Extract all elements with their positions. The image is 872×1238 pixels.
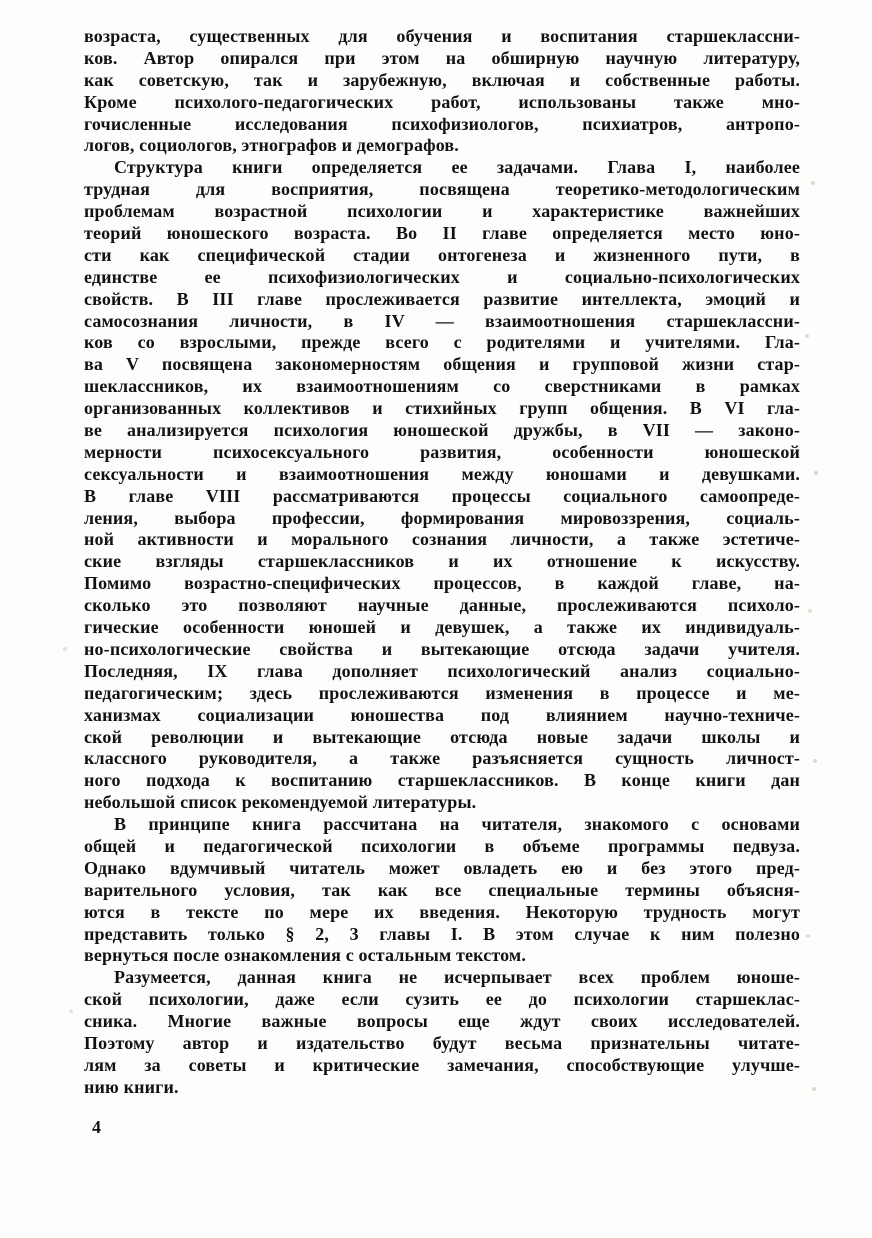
page-number: 4 (92, 1117, 101, 1137)
text-block (84, 26, 800, 1099)
text-line: ного подхода к воспитанию старшеклассников. В конце книги дан (84, 770, 800, 791)
text-line: ков со взрослыми, прежде всего с родителями и учителями. Гла- (84, 332, 800, 353)
text-line: гические особенности юношей и девушек, а также их индивидуаль- (84, 617, 800, 638)
paragraph (84, 157, 800, 814)
text-line: лям за советы и критические замечания, способствующие улучше- (84, 1054, 800, 1075)
text-line: ве анализируется психология юношеской дружбы, в VII — законо- (84, 420, 800, 441)
text-line: представить только § 2, 3 главы I. В этом случае к ним полезно (84, 923, 800, 944)
text-line: ской революции и вытекающие отсюда новые задачи школы и (84, 726, 800, 747)
text-line: нию книги. (84, 1076, 179, 1097)
text-line: организованных коллективов и стихийных групп общения. В VI гла- (84, 398, 800, 419)
text-line: сти как специфической стадии онтогенеза и жизненного пути, в (84, 244, 800, 265)
text-line: Поэтому автор и издательство будут весьма признательны читате- (84, 1032, 800, 1053)
text-line: ва V посвящена закономерностям общения и групповой жизни стар- (84, 354, 800, 375)
text-line: Помимо возрастно-специфических процессов, в каждой главе, на- (84, 573, 800, 594)
text-line: ской психологии, даже если сузить ее до психологии старшеклас- (84, 989, 800, 1010)
paragraph (84, 967, 800, 1098)
text-line: ной активности и морального сознания личности, а также эстетиче- (84, 529, 800, 550)
text-line: вернуться после ознакомления с остальным текстом. (84, 945, 526, 966)
text-line: Структура книги определяется ее задачами. Глава I, наиболее (114, 157, 800, 178)
scan-noise-specks (0, 0, 2, 2)
text-line: ханизмах социализации юношества под влиянием научно-техниче- (84, 704, 800, 725)
text-line: ления, выбора профессии, формирования мировоззрения, социаль- (84, 507, 800, 528)
text-line: ские взгляды старшеклассников и их отношение к искусству. (84, 551, 800, 572)
text-line: возраста, существенных для обучения и воспитания старшеклассни- (84, 26, 800, 46)
text-line: Кроме психолого-педагогических работ, использованы также мно- (84, 91, 800, 112)
text-line: свойств. В III главе прослеживается развитие интеллекта, эмоций и (84, 288, 800, 309)
text-line: ются в тексте по мере их введения. Некоторую трудность могут (84, 901, 800, 922)
text-line: Однако вдумчивый читатель может овладеть ею и без этого пред- (84, 857, 800, 878)
text-line: педагогическим; здесь прослеживаются изменения в процессе и ме- (84, 682, 800, 703)
text-line: сколько это позволяют научные данные, прослеживаются психоло- (84, 595, 800, 616)
paragraph (84, 26, 800, 157)
text-line: но-психологические свойства и вытекающие отсюда задачи учителя. (84, 638, 800, 659)
text-line: проблемам возрастной психологии и характеристике важнейших (84, 201, 800, 222)
text-line: логов, социологов, этнографов и демографов. (84, 135, 459, 156)
text-line: Последняя, IX глава дополняет психологический анализ социально- (84, 660, 800, 681)
text-line: сексуальности и взаимоотношения между юношами и девушками. (84, 463, 800, 484)
text-line: единстве ее психофизиологических и социально-психологических (84, 266, 800, 287)
text-line: ков. Автор опирался при этом на обширную научную литературу, (84, 47, 800, 68)
text-line: классного руководителя, а также разъясняется сущность личност- (84, 748, 800, 769)
text-line: В принципе книга рассчитана на читателя, знакомого с основами (114, 814, 800, 835)
text-line: как советскую, так и зарубежную, включая и собственные работы. (84, 69, 800, 90)
text-line: мерности психосексуального развития, особенности юношеской (84, 441, 800, 462)
text-line: общей и педагогической психологии в объеме программы педвуза. (84, 835, 800, 856)
text-line: Разумеется, данная книга не исчерпывает всех проблем юноше- (114, 967, 800, 988)
text-line: шеклассников, их взаимоотношениям со сверстниками в рамках (84, 376, 800, 397)
text-line: теорий юношеского возраста. Во II главе определяется место юно- (84, 223, 800, 244)
text-line: самосознания личности, в IV — взаимоотношения старшеклассни- (84, 310, 800, 331)
text-line: гочисленные исследования психофизиологов, психиатров, антропо- (84, 113, 800, 134)
paragraph (84, 814, 800, 967)
text-line: варительного условия, так как все специальные термины объясня- (84, 879, 800, 900)
text-line: трудная для восприятия, посвящена теоретико-методологическим (84, 179, 800, 200)
text-line: В главе VIII рассматриваются процессы социального самоопреде- (84, 485, 800, 506)
text-line: сника. Многие важные вопросы еще ждут своих исследователей. (84, 1011, 800, 1032)
text-line: небольшой список рекомендуемой литературы. (84, 792, 477, 813)
